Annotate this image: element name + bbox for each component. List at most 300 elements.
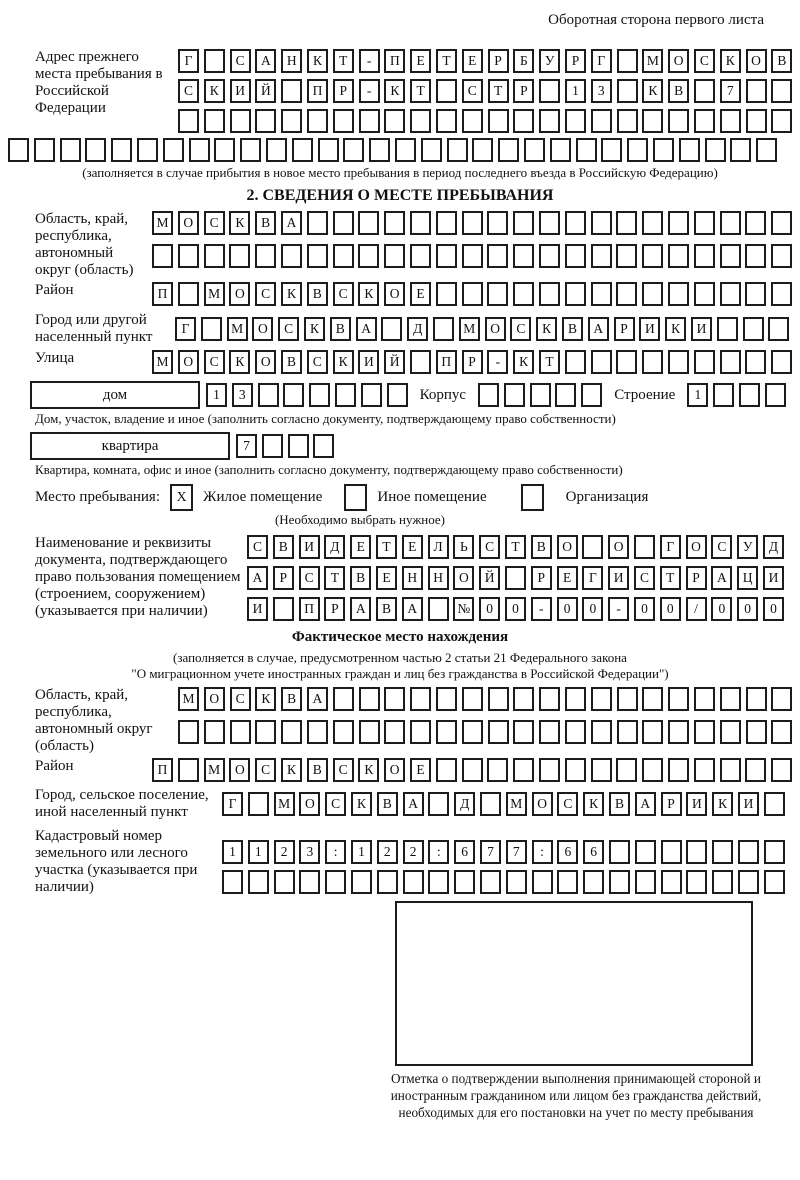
char-cell[interactable] xyxy=(262,434,283,458)
char-cell[interactable] xyxy=(288,434,309,458)
char-cell[interactable] xyxy=(85,138,106,162)
char-cell[interactable]: : xyxy=(325,840,346,864)
char-cell[interactable] xyxy=(668,687,689,711)
char-cell[interactable]: Т xyxy=(436,49,457,73)
char-cell[interactable]: О xyxy=(686,535,707,559)
char-cell[interactable] xyxy=(34,138,55,162)
char-cell[interactable] xyxy=(436,758,457,782)
char-cell[interactable] xyxy=(539,720,560,744)
char-cell[interactable] xyxy=(178,282,199,306)
char-cell[interactable] xyxy=(627,138,648,162)
char-cell[interactable]: А xyxy=(350,597,371,621)
char-cell[interactable]: В xyxy=(771,49,792,73)
char-cell[interactable] xyxy=(255,720,276,744)
char-cell[interactable] xyxy=(403,870,424,894)
char-cell[interactable] xyxy=(318,138,339,162)
char-cell[interactable] xyxy=(281,109,302,133)
char-cell[interactable]: Р xyxy=(324,597,345,621)
char-cell[interactable] xyxy=(539,282,560,306)
char-cell[interactable]: Т xyxy=(539,350,560,374)
char-cell[interactable] xyxy=(480,792,501,816)
char-cell[interactable] xyxy=(591,758,612,782)
char-cell[interactable]: Г xyxy=(178,49,199,73)
char-cell[interactable]: К xyxy=(229,350,250,374)
char-cell[interactable] xyxy=(395,138,416,162)
char-cell[interactable]: 3 xyxy=(591,79,612,103)
char-cell[interactable] xyxy=(642,687,663,711)
char-cell[interactable] xyxy=(178,244,199,268)
char-cell[interactable]: Р xyxy=(614,317,635,341)
char-cell[interactable] xyxy=(771,109,792,133)
char-cell[interactable] xyxy=(694,720,715,744)
char-cell[interactable]: : xyxy=(532,840,553,864)
char-cell[interactable] xyxy=(616,758,637,782)
char-cell[interactable] xyxy=(591,720,612,744)
char-cell[interactable]: И xyxy=(230,79,251,103)
char-cell[interactable]: Т xyxy=(333,49,354,73)
char-cell[interactable]: В xyxy=(307,758,328,782)
char-cell[interactable]: А xyxy=(402,597,423,621)
char-cell[interactable] xyxy=(686,870,707,894)
char-cell[interactable] xyxy=(694,282,715,306)
char-cell[interactable] xyxy=(539,211,560,235)
char-cell[interactable]: Е xyxy=(350,535,371,559)
char-cell[interactable] xyxy=(189,138,210,162)
char-cell[interactable]: К xyxy=(281,758,302,782)
char-cell[interactable]: С xyxy=(230,687,251,711)
char-cell[interactable] xyxy=(550,138,571,162)
char-cell[interactable] xyxy=(539,758,560,782)
char-cell[interactable] xyxy=(601,138,622,162)
char-cell[interactable] xyxy=(487,244,508,268)
char-cell[interactable] xyxy=(694,687,715,711)
char-cell[interactable] xyxy=(565,720,586,744)
char-cell[interactable]: Р xyxy=(333,79,354,103)
char-cell[interactable]: М xyxy=(204,758,225,782)
char-cell[interactable] xyxy=(513,211,534,235)
char-cell[interactable] xyxy=(428,597,449,621)
char-cell[interactable]: Р xyxy=(661,792,682,816)
char-cell[interactable] xyxy=(436,79,457,103)
char-cell[interactable]: С xyxy=(178,79,199,103)
char-cell[interactable]: В xyxy=(609,792,630,816)
char-cell[interactable]: В xyxy=(307,282,328,306)
char-cell[interactable]: К xyxy=(255,687,276,711)
char-cell[interactable] xyxy=(720,282,741,306)
char-cell[interactable]: 2 xyxy=(274,840,295,864)
char-cell[interactable] xyxy=(653,138,674,162)
char-cell[interactable]: Е xyxy=(410,282,431,306)
char-cell[interactable]: М xyxy=(152,350,173,374)
char-cell[interactable] xyxy=(720,109,741,133)
char-cell[interactable]: - xyxy=(608,597,629,621)
char-cell[interactable] xyxy=(530,383,551,407)
char-cell[interactable] xyxy=(745,282,766,306)
char-cell[interactable] xyxy=(668,758,689,782)
char-cell[interactable]: П xyxy=(384,49,405,73)
char-cell[interactable] xyxy=(609,840,630,864)
char-cell[interactable]: С xyxy=(278,317,299,341)
char-cell[interactable] xyxy=(764,792,785,816)
char-cell[interactable] xyxy=(111,138,132,162)
char-cell[interactable] xyxy=(60,138,81,162)
char-cell[interactable]: - xyxy=(531,597,552,621)
char-cell[interactable] xyxy=(377,870,398,894)
char-cell[interactable]: К xyxy=(384,79,405,103)
char-cell[interactable] xyxy=(421,138,442,162)
char-cell[interactable] xyxy=(230,109,251,133)
char-cell[interactable] xyxy=(642,282,663,306)
char-cell[interactable]: К xyxy=(513,350,534,374)
char-cell[interactable] xyxy=(274,870,295,894)
char-cell[interactable] xyxy=(539,687,560,711)
char-cell[interactable]: И xyxy=(686,792,707,816)
char-cell[interactable]: Б xyxy=(513,49,534,73)
char-cell[interactable] xyxy=(581,383,602,407)
char-cell[interactable]: С xyxy=(230,49,251,73)
char-cell[interactable] xyxy=(583,870,604,894)
char-cell[interactable]: И xyxy=(247,597,268,621)
char-cell[interactable] xyxy=(487,211,508,235)
char-cell[interactable]: Р xyxy=(565,49,586,73)
char-cell[interactable]: К xyxy=(307,49,328,73)
char-cell[interactable] xyxy=(591,282,612,306)
char-cell[interactable] xyxy=(410,687,431,711)
char-cell[interactable]: Г xyxy=(175,317,196,341)
char-cell[interactable]: Е xyxy=(462,49,483,73)
char-cell[interactable] xyxy=(325,870,346,894)
char-cell[interactable]: Д xyxy=(324,535,345,559)
char-cell[interactable] xyxy=(204,720,225,744)
char-cell[interactable]: - xyxy=(359,49,380,73)
char-cell[interactable]: У xyxy=(737,535,758,559)
char-cell[interactable] xyxy=(513,687,534,711)
char-cell[interactable]: У xyxy=(539,49,560,73)
char-cell[interactable] xyxy=(616,244,637,268)
char-cell[interactable] xyxy=(8,138,29,162)
char-cell[interactable]: А xyxy=(307,687,328,711)
char-cell[interactable]: - xyxy=(487,350,508,374)
char-cell[interactable]: 0 xyxy=(660,597,681,621)
char-cell[interactable]: Д xyxy=(763,535,784,559)
char-cell[interactable]: Р xyxy=(488,49,509,73)
char-cell[interactable]: П xyxy=(299,597,320,621)
char-cell[interactable] xyxy=(428,792,449,816)
char-cell[interactable]: К xyxy=(358,282,379,306)
char-cell[interactable] xyxy=(333,109,354,133)
char-cell[interactable] xyxy=(447,138,468,162)
char-cell[interactable] xyxy=(281,79,302,103)
char-cell[interactable] xyxy=(661,840,682,864)
char-cell[interactable]: С xyxy=(510,317,531,341)
char-cell[interactable] xyxy=(462,687,483,711)
char-cell[interactable] xyxy=(335,383,356,407)
char-cell[interactable] xyxy=(462,758,483,782)
char-cell[interactable] xyxy=(617,687,638,711)
char-cell[interactable]: И xyxy=(639,317,660,341)
char-cell[interactable] xyxy=(771,687,792,711)
char-cell[interactable] xyxy=(694,244,715,268)
char-cell[interactable]: Т xyxy=(410,79,431,103)
char-cell[interactable]: Е xyxy=(402,535,423,559)
char-cell[interactable] xyxy=(369,138,390,162)
char-cell[interactable] xyxy=(258,383,279,407)
char-cell[interactable]: В xyxy=(255,211,276,235)
char-cell[interactable] xyxy=(292,138,313,162)
char-cell[interactable] xyxy=(694,79,715,103)
char-cell[interactable] xyxy=(488,687,509,711)
char-cell[interactable]: А xyxy=(356,317,377,341)
char-cell[interactable]: Й xyxy=(479,566,500,590)
char-cell[interactable] xyxy=(661,870,682,894)
char-cell[interactable] xyxy=(307,109,328,133)
char-cell[interactable] xyxy=(642,350,663,374)
checkbox-organization[interactable] xyxy=(521,484,544,511)
char-cell[interactable] xyxy=(384,109,405,133)
char-cell[interactable]: Т xyxy=(324,566,345,590)
char-cell[interactable] xyxy=(743,317,764,341)
char-cell[interactable]: 1 xyxy=(687,383,708,407)
char-cell[interactable]: С xyxy=(634,566,655,590)
char-cell[interactable] xyxy=(635,840,656,864)
char-cell[interactable]: 7 xyxy=(720,79,741,103)
char-cell[interactable] xyxy=(617,109,638,133)
char-cell[interactable]: 0 xyxy=(711,597,732,621)
char-cell[interactable]: К xyxy=(536,317,557,341)
char-cell[interactable] xyxy=(738,870,759,894)
char-cell[interactable] xyxy=(591,109,612,133)
char-cell[interactable] xyxy=(756,138,777,162)
char-cell[interactable] xyxy=(532,870,553,894)
char-cell[interactable] xyxy=(713,383,734,407)
char-cell[interactable]: Е xyxy=(557,566,578,590)
char-cell[interactable] xyxy=(204,109,225,133)
char-cell[interactable]: В xyxy=(281,687,302,711)
char-cell[interactable] xyxy=(720,720,741,744)
char-cell[interactable] xyxy=(705,138,726,162)
char-cell[interactable]: П xyxy=(152,282,173,306)
char-cell[interactable]: И xyxy=(691,317,712,341)
char-cell[interactable]: И xyxy=(608,566,629,590)
char-cell[interactable] xyxy=(351,870,372,894)
char-cell[interactable]: О xyxy=(746,49,767,73)
char-cell[interactable]: С xyxy=(204,350,225,374)
char-cell[interactable] xyxy=(410,244,431,268)
char-cell[interactable] xyxy=(428,870,449,894)
char-cell[interactable] xyxy=(201,317,222,341)
char-cell[interactable] xyxy=(617,79,638,103)
char-cell[interactable]: 7 xyxy=(506,840,527,864)
char-cell[interactable] xyxy=(410,350,431,374)
char-cell[interactable] xyxy=(635,870,656,894)
char-cell[interactable] xyxy=(539,244,560,268)
char-cell[interactable] xyxy=(686,840,707,864)
char-cell[interactable] xyxy=(565,211,586,235)
char-cell[interactable]: А xyxy=(711,566,732,590)
char-cell[interactable] xyxy=(771,282,792,306)
char-cell[interactable]: О xyxy=(485,317,506,341)
char-cell[interactable]: 2 xyxy=(377,840,398,864)
char-cell[interactable] xyxy=(730,138,751,162)
char-cell[interactable] xyxy=(720,244,741,268)
char-cell[interactable]: К xyxy=(229,211,250,235)
char-cell[interactable] xyxy=(299,870,320,894)
char-cell[interactable]: С xyxy=(204,211,225,235)
char-cell[interactable] xyxy=(591,211,612,235)
checkbox-other-premises[interactable] xyxy=(344,484,367,511)
char-cell[interactable] xyxy=(384,211,405,235)
char-cell[interactable]: О xyxy=(557,535,578,559)
char-cell[interactable] xyxy=(462,244,483,268)
char-cell[interactable]: С xyxy=(711,535,732,559)
char-cell[interactable] xyxy=(746,79,767,103)
char-cell[interactable]: О xyxy=(299,792,320,816)
char-cell[interactable] xyxy=(255,109,276,133)
char-cell[interactable]: 0 xyxy=(505,597,526,621)
char-cell[interactable] xyxy=(694,350,715,374)
char-cell[interactable]: О xyxy=(178,211,199,235)
char-cell[interactable]: Т xyxy=(376,535,397,559)
char-cell[interactable]: С xyxy=(255,282,276,306)
char-cell[interactable] xyxy=(771,758,792,782)
char-cell[interactable] xyxy=(462,109,483,133)
char-cell[interactable] xyxy=(539,109,560,133)
char-cell[interactable]: Г xyxy=(582,566,603,590)
char-cell[interactable]: Г xyxy=(591,49,612,73)
char-cell[interactable] xyxy=(738,840,759,864)
char-cell[interactable] xyxy=(384,244,405,268)
char-cell[interactable] xyxy=(381,317,402,341)
char-cell[interactable]: П xyxy=(152,758,173,782)
char-cell[interactable] xyxy=(410,109,431,133)
char-cell[interactable] xyxy=(333,244,354,268)
char-cell[interactable]: 6 xyxy=(583,840,604,864)
char-cell[interactable] xyxy=(668,211,689,235)
char-cell[interactable] xyxy=(565,350,586,374)
char-cell[interactable] xyxy=(361,383,382,407)
char-cell[interactable]: Р xyxy=(513,79,534,103)
char-cell[interactable] xyxy=(214,138,235,162)
char-cell[interactable] xyxy=(480,870,501,894)
char-cell[interactable] xyxy=(565,687,586,711)
char-cell[interactable]: Н xyxy=(281,49,302,73)
char-cell[interactable]: А xyxy=(403,792,424,816)
char-cell[interactable] xyxy=(634,535,655,559)
char-cell[interactable]: С xyxy=(462,79,483,103)
char-cell[interactable]: А xyxy=(588,317,609,341)
char-cell[interactable] xyxy=(642,244,663,268)
char-cell[interactable]: 0 xyxy=(737,597,758,621)
char-cell[interactable] xyxy=(333,687,354,711)
char-cell[interactable]: В xyxy=(330,317,351,341)
char-cell[interactable] xyxy=(333,720,354,744)
char-cell[interactable]: М xyxy=(459,317,480,341)
char-cell[interactable] xyxy=(591,687,612,711)
char-cell[interactable]: Д xyxy=(454,792,475,816)
char-cell[interactable] xyxy=(358,244,379,268)
char-cell[interactable] xyxy=(565,758,586,782)
char-cell[interactable]: И xyxy=(358,350,379,374)
char-cell[interactable]: Ц xyxy=(737,566,758,590)
char-cell[interactable]: 1 xyxy=(565,79,586,103)
char-cell[interactable] xyxy=(591,350,612,374)
char-cell[interactable]: Д xyxy=(407,317,428,341)
char-cell[interactable]: / xyxy=(686,597,707,621)
char-cell[interactable]: М xyxy=(152,211,173,235)
char-cell[interactable] xyxy=(642,758,663,782)
char-cell[interactable] xyxy=(616,282,637,306)
char-cell[interactable] xyxy=(694,109,715,133)
char-cell[interactable]: М xyxy=(642,49,663,73)
char-cell[interactable] xyxy=(617,720,638,744)
char-cell[interactable] xyxy=(504,383,525,407)
char-cell[interactable] xyxy=(454,870,475,894)
char-cell[interactable]: О xyxy=(255,350,276,374)
char-cell[interactable] xyxy=(487,282,508,306)
char-cell[interactable] xyxy=(436,109,457,133)
char-cell[interactable] xyxy=(565,244,586,268)
char-cell[interactable]: П xyxy=(436,350,457,374)
char-cell[interactable] xyxy=(410,211,431,235)
char-cell[interactable] xyxy=(694,211,715,235)
char-cell[interactable] xyxy=(307,211,328,235)
char-cell[interactable] xyxy=(642,720,663,744)
char-cell[interactable] xyxy=(410,720,431,744)
char-cell[interactable]: О xyxy=(384,758,405,782)
char-cell[interactable]: С xyxy=(299,566,320,590)
char-cell[interactable]: Г xyxy=(222,792,243,816)
char-cell[interactable] xyxy=(513,244,534,268)
char-cell[interactable]: В xyxy=(273,535,294,559)
char-cell[interactable]: М xyxy=(227,317,248,341)
char-cell[interactable]: С xyxy=(694,49,715,73)
char-cell[interactable] xyxy=(565,109,586,133)
char-cell[interactable] xyxy=(248,792,269,816)
char-cell[interactable] xyxy=(642,211,663,235)
char-cell[interactable] xyxy=(333,211,354,235)
char-cell[interactable] xyxy=(283,383,304,407)
char-cell[interactable]: 0 xyxy=(763,597,784,621)
char-cell[interactable] xyxy=(668,282,689,306)
char-cell[interactable]: А xyxy=(635,792,656,816)
char-cell[interactable] xyxy=(281,244,302,268)
char-cell[interactable] xyxy=(712,840,733,864)
char-cell[interactable] xyxy=(178,109,199,133)
char-cell[interactable]: Т xyxy=(505,535,526,559)
char-cell[interactable] xyxy=(642,109,663,133)
char-cell[interactable]: Е xyxy=(410,758,431,782)
char-cell[interactable]: Н xyxy=(428,566,449,590)
char-cell[interactable]: 0 xyxy=(479,597,500,621)
char-cell[interactable] xyxy=(668,350,689,374)
checkbox-residential[interactable]: X xyxy=(170,484,193,511)
char-cell[interactable] xyxy=(240,138,261,162)
char-cell[interactable] xyxy=(488,720,509,744)
char-cell[interactable] xyxy=(137,138,158,162)
char-cell[interactable]: А xyxy=(255,49,276,73)
char-cell[interactable]: 3 xyxy=(232,383,253,407)
char-cell[interactable]: : xyxy=(428,840,449,864)
char-cell[interactable]: Р xyxy=(462,350,483,374)
char-cell[interactable] xyxy=(591,244,612,268)
char-cell[interactable]: Е xyxy=(410,49,431,73)
char-cell[interactable] xyxy=(248,870,269,894)
char-cell[interactable]: Г xyxy=(660,535,681,559)
char-cell[interactable] xyxy=(433,317,454,341)
char-cell[interactable]: К xyxy=(351,792,372,816)
char-cell[interactable] xyxy=(771,350,792,374)
char-cell[interactable] xyxy=(387,383,408,407)
